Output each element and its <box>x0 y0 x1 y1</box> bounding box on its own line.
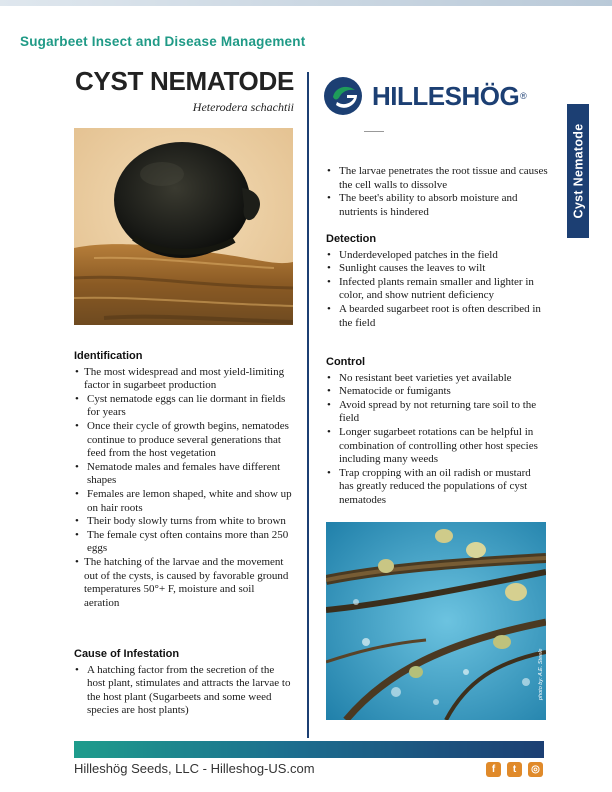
list-item: • Sunlight causes the leaves to wilt <box>326 262 548 276</box>
root-cysts-photo <box>326 522 546 720</box>
list-item: • The most widespread and most yield-limiting factor in sugarbeet production <box>74 366 292 393</box>
list-item: • Nematocide or fumigants <box>326 385 548 399</box>
cyst-nematode-photo <box>74 128 293 325</box>
detection-section <box>326 233 548 330</box>
list-item: • Avoid spread by not returning tare soil to the field <box>326 399 548 426</box>
detection-heading: Detection <box>326 233 377 245</box>
cause-list <box>74 664 292 718</box>
list-item: • A bearded sugarbeet root is often described in the field <box>326 303 548 330</box>
top-accent-bar <box>0 0 612 6</box>
list-item: • Cyst nematode eggs can lie dormant in fields for years <box>74 393 292 420</box>
list-item: • Their body slowly turns from white to brown <box>74 515 292 529</box>
list-item: • The female cyst often contains more than 250 eggs <box>74 529 292 556</box>
logo-rule <box>364 131 384 132</box>
footer-company: Hilleshög Seeds, LLC - Hilleshog-US.com <box>74 761 315 776</box>
larvae-effects-list <box>326 165 548 219</box>
logo-mark-icon <box>323 76 367 116</box>
cause-section <box>74 648 292 718</box>
list-item: • Females are lemon shaped, white and show up on hair roots <box>74 488 292 515</box>
list-item: • Trap cropping with an oil radish or mustard has greatly reduced the populations of cyst nematodes <box>326 467 548 508</box>
page-title: CYST NEMATODE <box>74 66 294 96</box>
identification-heading: Identification <box>74 350 143 362</box>
side-tab <box>567 104 589 238</box>
list-item: • No resistant beet varieties yet available <box>326 372 548 386</box>
hilleshog-logo <box>323 76 527 116</box>
photo-credit: photo by: A.E. Steele <box>538 648 544 700</box>
control-section <box>326 356 548 508</box>
section-title: Sugarbeet Insect and Disease Management <box>20 34 306 49</box>
logo-registered-mark: ® <box>520 91 527 101</box>
cause-heading: Cause of Infestation <box>74 648 180 660</box>
control-list <box>326 372 548 508</box>
list-item: • A hatching factor from the secretion of the host plant, stimulates and attracts the larvae to the host plant (Sugarbeets and some weed species are host plants) <box>74 664 292 718</box>
scientific-name: Heterodera schachtii <box>192 100 294 114</box>
list-item: • Once their cycle of growth begins, nematodes continue to produce several generations that feed from the host vegetation <box>74 420 292 461</box>
twitter-icon[interactable]: t <box>507 762 522 777</box>
list-item: • The hatching of the larvae and the movement out of the cysts, is caused by favorable ground temperatures 50°+ F, moisture and soil aeration <box>74 556 292 610</box>
list-item: • Underdeveloped patches in the field <box>326 249 548 263</box>
list-item: • Infected plants remain smaller and lighter in color, and show nutrient deficiency <box>326 276 548 303</box>
larvae-effects-section <box>326 165 548 219</box>
column-divider <box>307 72 309 738</box>
logo-wordmark: HILLESHÖG <box>372 80 520 111</box>
detection-list <box>326 249 548 331</box>
instagram-icon[interactable]: ◎ <box>528 762 543 777</box>
list-item: • The beet's ability to absorb moisture and nutrients is hindered <box>326 192 548 219</box>
identification-section <box>74 350 292 610</box>
control-heading: Control <box>326 356 366 368</box>
footer-bar <box>74 741 544 758</box>
list-item: • The larvae penetrates the root tissue and causes the cell walls to dissolve <box>326 165 548 192</box>
facebook-icon[interactable]: f <box>486 762 501 777</box>
list-item: • Nematode males and females have different shapes <box>74 461 292 488</box>
list-item: • Longer sugarbeet rotations can be helpful in combination of controlling other host species including many weeds <box>326 426 548 467</box>
identification-list <box>74 366 292 611</box>
side-tab-label: Cyst Nematode <box>571 123 585 219</box>
